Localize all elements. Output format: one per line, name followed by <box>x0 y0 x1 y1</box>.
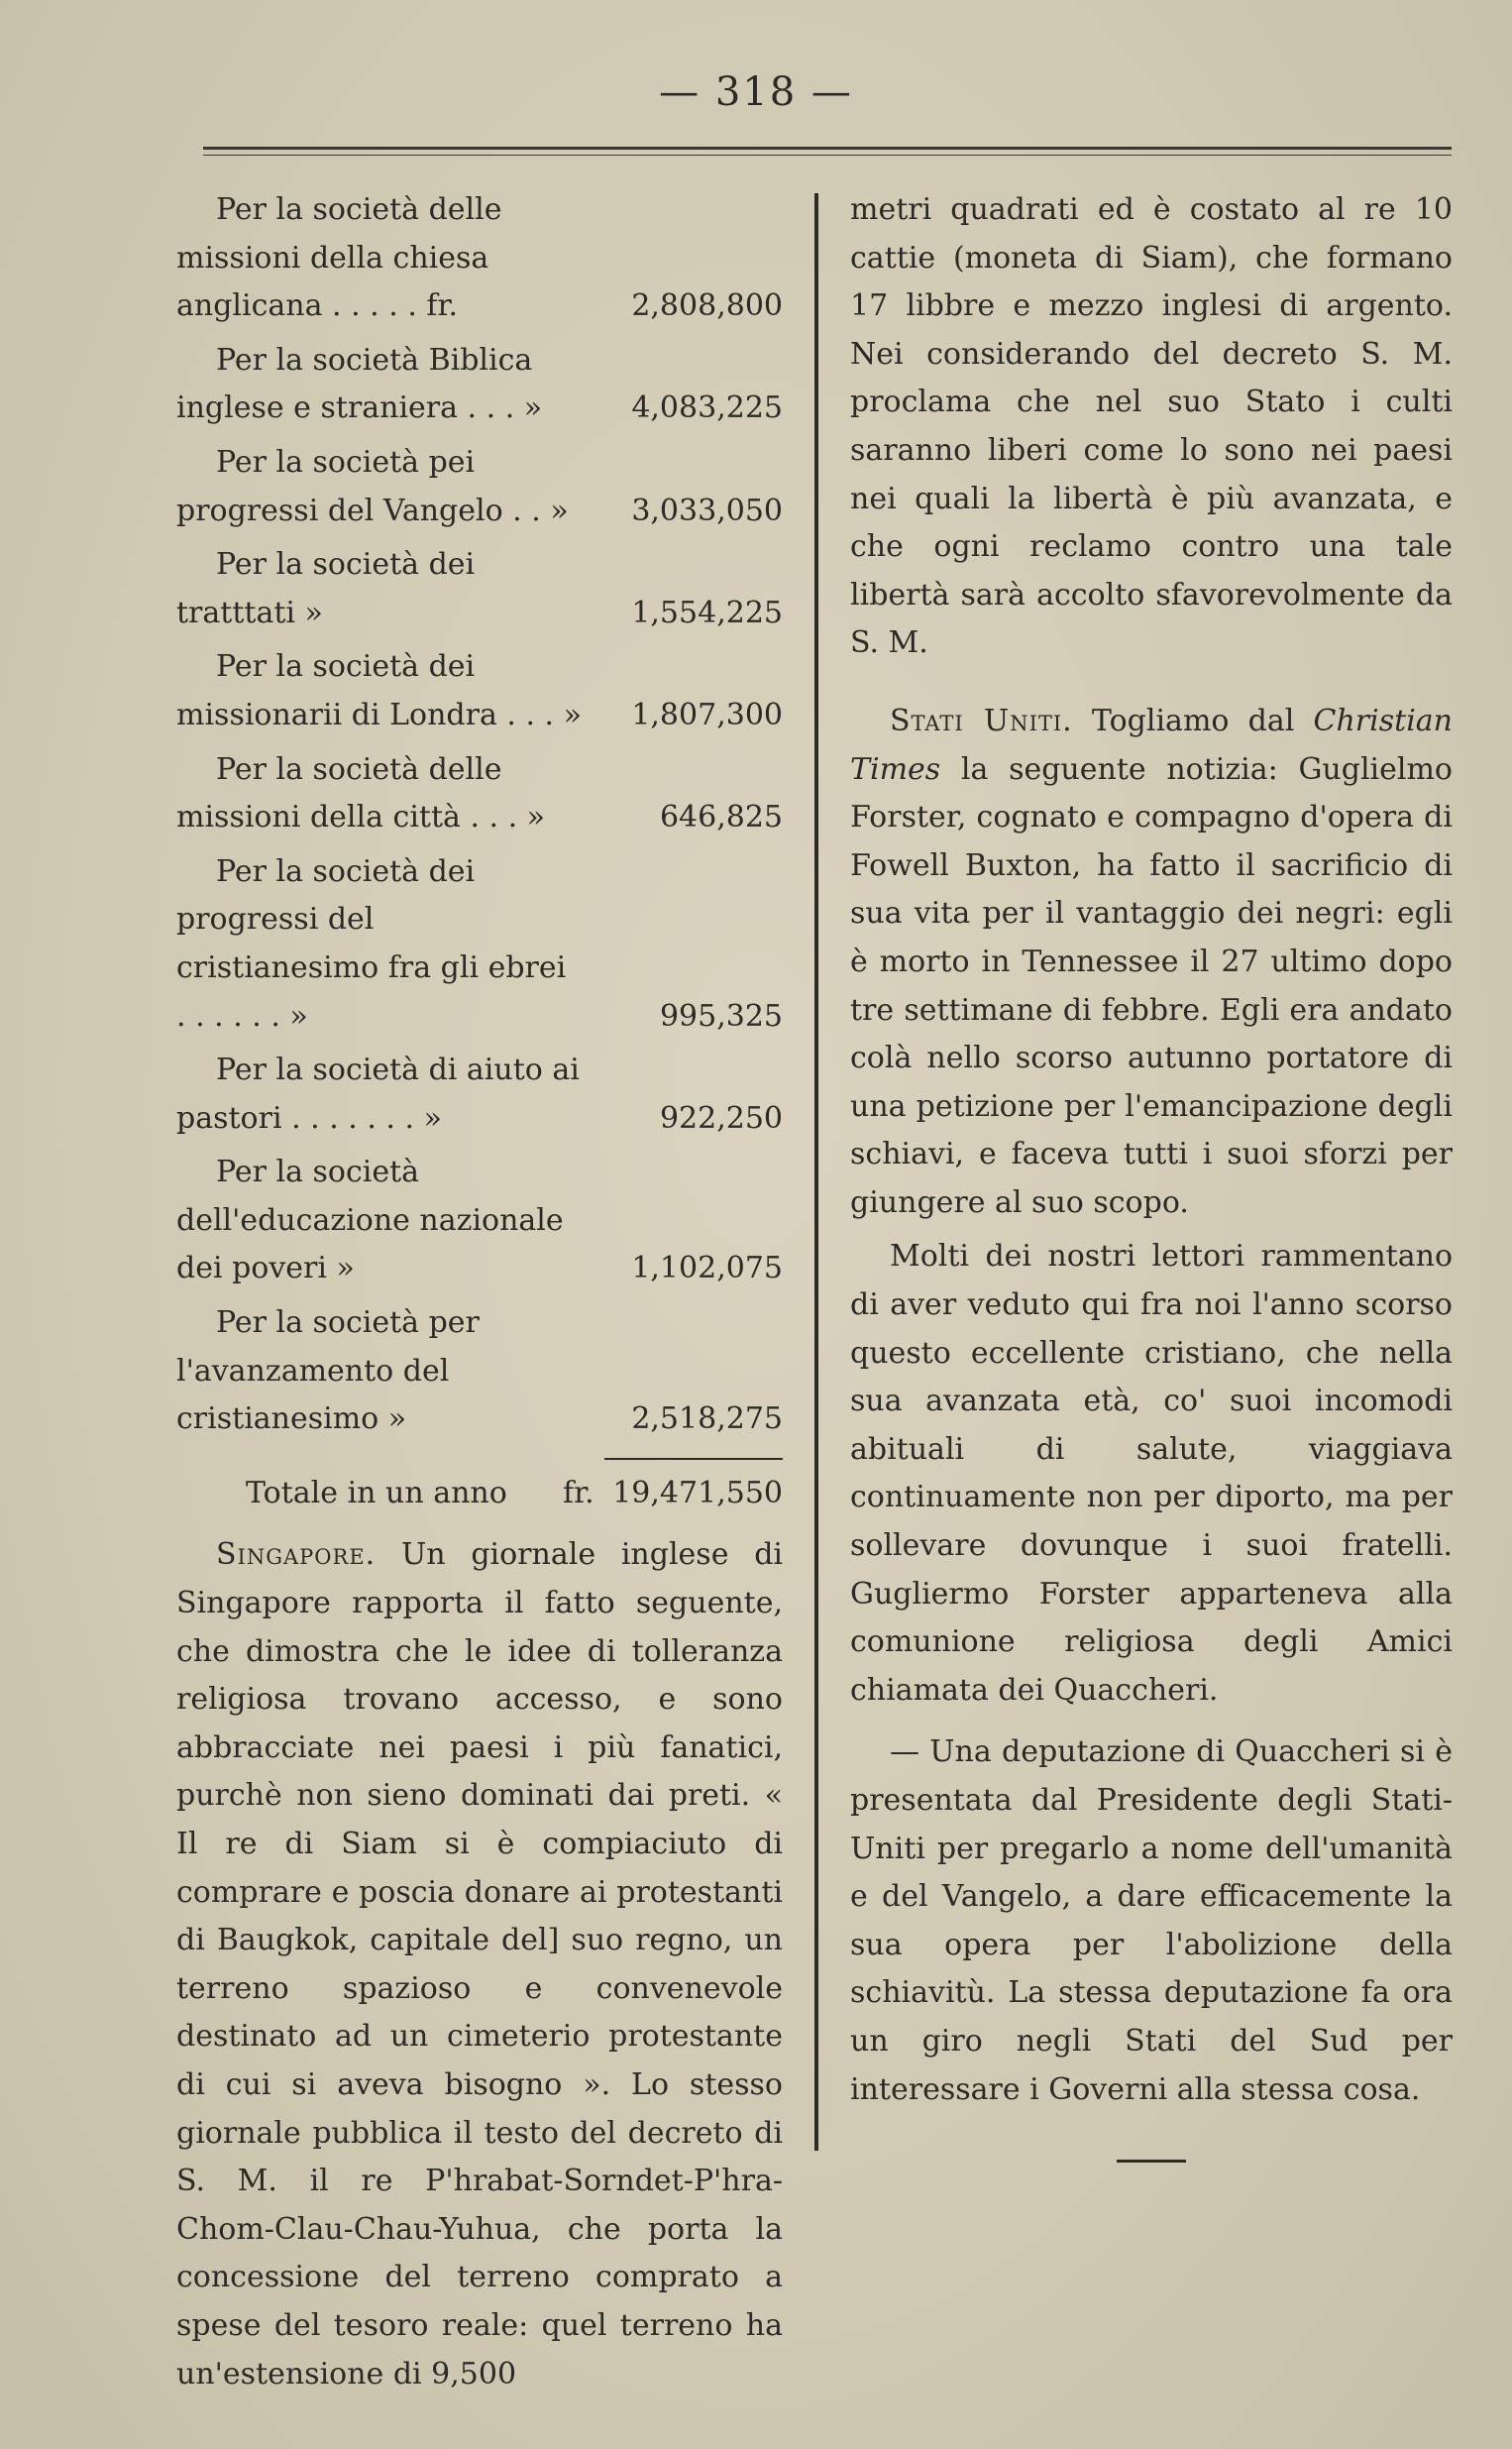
ledger-entry <box>176 1299 783 1444</box>
paragraph: Molti dei nostri lettori rammentano di aver veduto qui fra noi l'anno scorso questo eccellente cristiano, che nella sua avanzata età, co' suoi incomodi abituali di salute, viaggiava continuamente non per diporto, ma per sollevare dovunque i suoi fratelli. Gugliermo Forster apparteneva alla comunione religiosa degli Amici chiamata dei Quaccheri. <box>850 1239 1453 1708</box>
entry-description: Per la società dei tratttati » <box>176 547 476 630</box>
total-currency: fr. <box>563 1475 594 1510</box>
entry-amount: 922,250 <box>659 1100 783 1136</box>
entry-amount: 1,807,300 <box>631 697 783 732</box>
right-column <box>850 186 1453 2163</box>
column-divider <box>814 193 818 2151</box>
section-heading: Stati Uniti. <box>890 703 1073 738</box>
ledger-entry <box>176 186 783 331</box>
entry-description: Per la società di aiuto ai pastori . . . . . . . » <box>176 1053 580 1136</box>
entry-amount: 1,554,225 <box>631 595 783 630</box>
ledger-entry <box>176 643 783 739</box>
ledger-entry <box>176 439 783 535</box>
stati-uniti-paragraph <box>850 698 1453 1228</box>
entry-description: Per la società dei missionarii di Londra . . . » <box>176 649 582 732</box>
section-heading: Singapore. <box>216 1537 377 1573</box>
total-amount: 19,471,550 <box>612 1475 783 1510</box>
entry-amount: 3,033,050 <box>631 493 783 528</box>
paragraph-text: Un giornale inglese di Singapore rapporta il fatto seguente, che dimostra che le idee di tolleranza religiosa trovano accesso, e sono abbracciate nei paesi i più fanatici, purchè non sieno dominati dai preti. « Il re di Siam si è compiaciuto di comprare e poscia donare ai protestanti di Baugkok, capitale del] suo regno, un terreno spazioso e convenevole destinato ad un cimeterio protestante di cui si aveva bisogno ». Lo stesso giornale pubblica il testo del decreto di S. M. il re P'hrabat-Sorndet-P'hra-Chom-Clau-Chau-Yuhua, che porta la concessione del terreno comprato a spese del tesoro reale: quel terreno ha un'estensione di 9,500 <box>176 1537 783 2392</box>
entry-description: Per la società per l'avanzamento del cristianesimo » <box>176 1305 480 1437</box>
ledger-entry <box>176 541 783 637</box>
page-number: — 318 — <box>659 69 853 115</box>
entry-amount: 995,325 <box>659 998 783 1034</box>
entry-description: Per la società delle missioni della città . . . » <box>176 751 546 835</box>
entry-amount: 4,083,225 <box>631 390 783 426</box>
header-rule <box>203 147 1452 156</box>
entry-amount: 646,825 <box>659 800 783 835</box>
ledger-total <box>176 1470 783 1518</box>
section-end-rule <box>1117 2160 1186 2163</box>
total-rule <box>604 1458 783 1460</box>
source-title: Christian Times <box>850 703 1453 787</box>
ledger-entry <box>176 1149 783 1293</box>
entry-amount: 2,518,275 <box>631 1401 783 1437</box>
entry-description: Per la società dell'educazione nazionale dei poveri » <box>176 1155 564 1286</box>
paragraph-text: Togliamo dal <box>1091 703 1295 738</box>
entry-description: Per la società Biblica inglese e straniera . . . » <box>176 342 543 426</box>
entry-description: Per la società delle missioni della chiesa anglicana . . . . . fr. <box>176 192 502 324</box>
ledger-entry <box>176 746 783 842</box>
entry-amount: 2,808,800 <box>631 288 783 324</box>
singapore-continuation: metri quadrati ed è costato al re 10 cattie (moneta di Siam), che formano 17 libbre e mezzo inglesi di argento. Nei considerando del decreto S. M. proclama che nel suo Stato i culti saranno liberi come lo sono nei paesi nei quali la libertà è più avanzata, e che ogni reclamo contro una tale libertà sarà accolto sfavorevolmente da S. M. <box>850 192 1453 661</box>
ledger-entry <box>176 1047 783 1143</box>
entry-description: Per la società pei progressi del Vangelo . . » <box>176 444 569 528</box>
paragraph-text: la seguente notizia: Guglielmo Forster, cognato e compagno d'opera di Fowell Buxton, ha fatto il sacrificio di sua vita per il vantaggio dei negri: egli è morto in Tennessee il 27 ultimo dopo tre settimane di febbre. Egli era andato colà nello scorso autunno portatore di una petizione per l'emancipazione degli schiavi, e faceva tutti i suoi sforzi per giungere al suo scopo. <box>850 751 1453 1220</box>
ledger-entry <box>176 848 783 1041</box>
total-label: Totale in un anno <box>246 1475 507 1510</box>
entry-amount: 1,102,075 <box>631 1251 783 1286</box>
entry-description: Per la società dei progressi del cristianesimo fra gli ebrei . . . . . . » <box>176 853 567 1034</box>
left-column <box>176 186 783 2398</box>
singapore-paragraph <box>176 1531 783 2398</box>
ledger-entry <box>176 337 783 433</box>
paragraph: — Una deputazione di Quaccheri si è presentata dal Presidente degli Stati-Uniti per pregarlo a nome dell'umanità e del Vangelo, a dare efficacemente la sua opera per l'abolizione della schiavitù. La stessa deputazione fa ora un giro negli Stati del Sud per interessare i Governi alla stessa cosa. <box>850 1734 1453 2107</box>
